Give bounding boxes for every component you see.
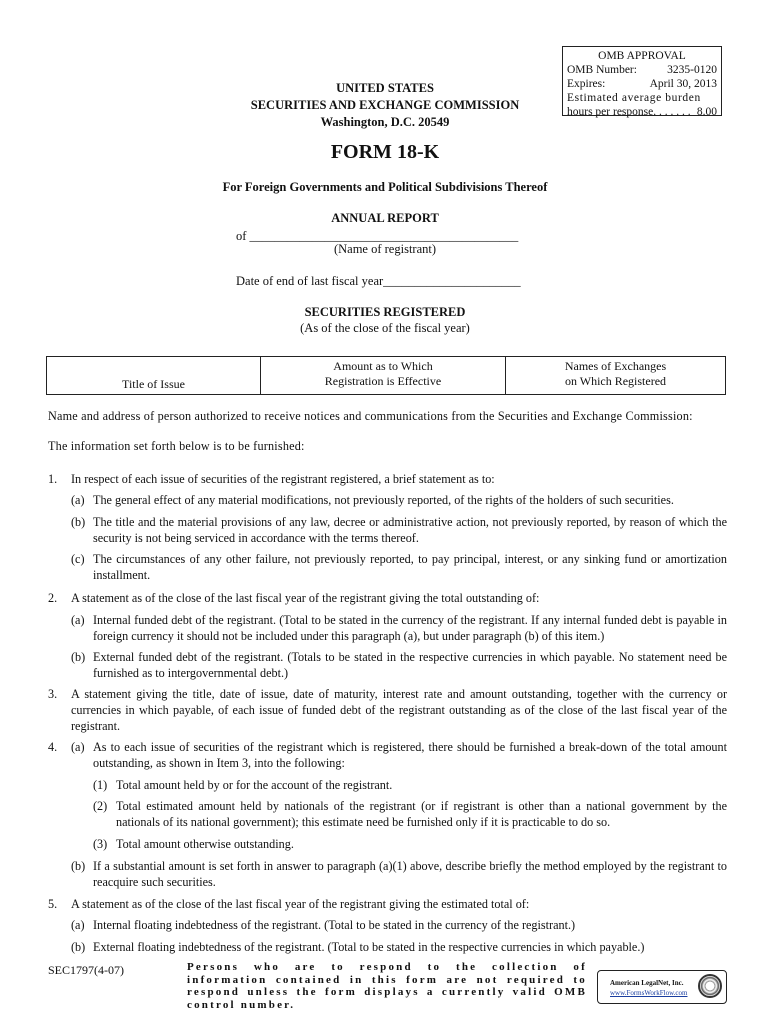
form-subtitle: For Foreign Governments and Political Subdivisions Thereof — [222, 180, 548, 194]
item5a-number: (a) — [71, 918, 85, 932]
item2a-number: (a) — [71, 613, 85, 627]
omb-approval-box — [562, 46, 722, 116]
omb-expires-value: April 30, 2013 — [649, 78, 717, 90]
col-exchanges-label-2: on Which Registered — [564, 374, 667, 388]
publisher-url-link[interactable]: www.FormsWorkFlow.com — [610, 989, 688, 997]
item2b-text: External funded debt of the registrant. (Totals to be stated in the respective currencies in which payable. No statement need be furnished as to intergovernmental debt.) — [93, 650, 727, 680]
item2b-number: (b) — [71, 650, 86, 664]
omb-title: OMB APPROVAL — [598, 50, 686, 62]
item4a1-number: (1) — [93, 778, 108, 792]
form-code: SEC1797(4-07) — [48, 963, 124, 977]
item4a3-number: (3) — [93, 837, 108, 851]
info-set-forth-paragraph: The information set forth below is to be furnished: — [48, 439, 305, 453]
item1b-text: The title and the material provisions of any law, decree or administrative action, not previously reported, by reason of which the security is not being serviced in accordance with the terms thereof. — [93, 515, 727, 545]
col-exchanges[interactable] — [506, 357, 726, 395]
item4a2-number: (2) — [93, 799, 108, 813]
item3-number: 3. — [48, 687, 58, 701]
omb-burden-row — [567, 105, 717, 119]
item3-text: A statement giving the title, date of issue, date of maturity, interest rate and amount outstanding, together with the currency or currencies in which payable, of each issue of funded debt of the registrant outstanding as of the close of the last fiscal year of the registrant. — [71, 687, 727, 733]
item2-text: A statement as of the close of the last fiscal year of the registrant giving the total outstanding of: — [71, 591, 540, 605]
item1c-number: (c) — [71, 552, 85, 566]
omb-burden-label: hours per response. . . . . . . — [567, 106, 691, 118]
securities-registered-caption: (As of the close of the fiscal year) — [300, 321, 470, 335]
item4a-number: (a) — [71, 740, 85, 754]
item4b-text: If a substantial amount is set forth in answer to paragraph (a)(1) above, describe briefly the method employed by the registrant to reacquire such securities. — [93, 859, 727, 889]
item5b-number: (b) — [71, 940, 86, 954]
col-exchanges-label-1: Names of Exchanges — [564, 359, 667, 373]
fiscal-year-end-field[interactable]: Date of end of last fiscal year______________________ — [236, 274, 521, 288]
item4a2-text: Total estimated amount held by nationals of the registrant (or if registrant is other than a national government by the nationals of its national government); this estimate need be furnished only if it is practicable to do so. — [116, 799, 727, 829]
item4a3-text: Total amount otherwise outstanding. — [116, 837, 294, 851]
omb-expires-label: Expires: — [567, 78, 606, 90]
securities-table — [46, 356, 726, 395]
form-title: FORM 18-K — [330, 141, 440, 163]
item1a-number: (a) — [71, 493, 85, 507]
name-address-paragraph: Name and address of person authorized to receive notices and communications from the Securities and Exchange Commission: — [48, 409, 693, 423]
item1a-text: The general effect of any material modifications, not previously reported, of the rights of the holders of such securities. — [93, 493, 674, 507]
item5b-text: External floating indebtedness of the registrant. (Total to be stated in the respective currencies in which payable.) — [93, 940, 645, 954]
item4a1-text: Total amount held by or for the account of the registrant. — [116, 778, 393, 792]
agency-line1: UNITED STATES — [336, 81, 434, 95]
omb-number-value: 3235-0120 — [667, 64, 717, 76]
item4-number: 4. — [48, 740, 58, 754]
registrant-name-field[interactable]: of ___________________________________________ — [236, 229, 519, 243]
agency-line2: SECURITIES AND EXCHANGE COMMISSION — [250, 98, 520, 112]
omb-expires-row — [567, 77, 717, 91]
table-row — [47, 357, 726, 395]
item2-number: 2. — [48, 591, 58, 605]
seal-icon — [698, 974, 722, 998]
omb-number-label: OMB Number: — [567, 64, 637, 76]
col-title-of-issue[interactable] — [47, 357, 261, 395]
publisher-logo[interactable] — [597, 970, 727, 1004]
col-amount-label-1: Amount as to Which — [333, 359, 433, 373]
item1-text: In respect of each issue of securities of the registrant registered, a brief statement as to: — [71, 472, 495, 486]
omb-burden-value: 8.00 — [696, 106, 717, 118]
annual-report-heading: ANNUAL REPORT — [331, 211, 439, 225]
item4a-text: As to each issue of securities of the registrant which is registered, there should be furnished a break-down of the total amount outstanding, as shown in Item 3, into the following: — [93, 740, 727, 770]
agency-line3: Washington, D.C. 20549 — [320, 115, 450, 129]
securities-registered-heading: SECURITIES REGISTERED — [304, 305, 466, 319]
col-amount[interactable] — [261, 357, 506, 395]
item5-number: 5. — [48, 897, 58, 911]
item5-text: A statement as of the close of the last fiscal year of the registrant giving the estimated total of: — [71, 897, 530, 911]
item2a-text: Internal funded debt of the registrant. (Total to be stated in the currency of the registrant. If any internal funded debt is payable in foreign currency it should not be included under this paragraph (a), but under paragraph (b) of this item.) — [93, 613, 727, 643]
omb-notice: Persons who are to respond to the collection of information contained in this form are not required to respond unless the form displays a currently valid OMB control number. — [187, 961, 587, 1011]
omb-burden-line1: Estimated average burden — [567, 92, 701, 104]
item1b-number: (b) — [71, 515, 86, 529]
registrant-name-caption: (Name of registrant) — [333, 242, 437, 256]
publisher-name: American LegalNet, Inc. — [610, 979, 684, 987]
item1-number: 1. — [48, 472, 58, 486]
col-amount-label-2: Registration is Effective — [324, 374, 442, 388]
item5a-text: Internal floating indebtedness of the registrant. (Total to be stated in the currency of the registrant.) — [93, 918, 576, 932]
agency-header — [200, 80, 570, 131]
omb-number-row — [567, 63, 717, 77]
col-title-label: Title of Issue — [122, 377, 185, 391]
item4b-number: (b) — [71, 859, 86, 873]
item1c-text: The circumstances of any other failure, not previously reported, to pay principal, interest, or any sinking fund or amortization installment. — [93, 552, 727, 582]
